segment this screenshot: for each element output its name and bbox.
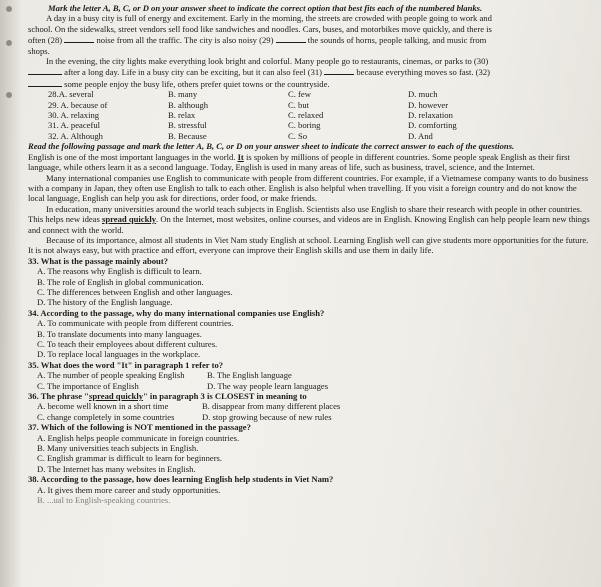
blank-28-label: often (28) [28, 35, 63, 46]
answer-option[interactable]: A. The number of people speaking English [37, 370, 185, 381]
option-row-31[interactable] [48, 120, 594, 130]
option-row-28[interactable] [48, 89, 594, 99]
text: 36. The phrase " [28, 391, 89, 402]
option-d[interactable]: D. relaxation [408, 110, 453, 121]
answer-option[interactable]: C. English grammar is difficult to learn for beginners. [37, 453, 223, 464]
option-d[interactable]: D. however [408, 99, 449, 110]
answer-option[interactable]: B. ...ual to English-speaking countries. [37, 495, 171, 506]
text: " in paragraph 3 is CLOSEST in meaning to [143, 391, 307, 402]
cloze-line: A day in a busy city is full of energy and excitement. Early in the morning, the streets are crowded with people going to work and [46, 13, 492, 24]
answer-option[interactable]: C. The differences between English and other languages. [37, 286, 233, 297]
cloze-line [28, 66, 594, 77]
reading-paragraph-1 [28, 152, 594, 173]
cloze-text: because everything moves so fast. (32) [356, 67, 490, 78]
answer-option[interactable]: A. To communicate with people from different countries. [37, 318, 234, 329]
cloze-line [28, 78, 594, 89]
blank-31 [324, 66, 354, 75]
answer-option[interactable]: D. The way people learn languages [207, 380, 329, 391]
text: is spoken by millions of people in different countries. Some people speak English as their first language, while others learn it as a second language. Today, English is used in many areas of life, such as business, travel, science, and the Internet. [28, 151, 570, 173]
reading-paragraph-3 [28, 204, 594, 235]
question-37: 37. Which of the following is NOT mentioned in the passage? [28, 422, 251, 433]
reading-paragraph-4: Because of its importance, almost all students in Viet Nam study English at school. Learning English well can give students more opportunities for the future. It is not always easy, but with practice and effort, everyone can improve their English skills and use them in daily life. [28, 234, 589, 256]
answer-row [28, 381, 594, 391]
cloze-text: noise from all the traffic. The city is also noisy (29) [96, 35, 274, 46]
option-row-29[interactable] [48, 100, 594, 110]
answer-option[interactable]: C. The importance of English [37, 380, 139, 391]
option-row-32[interactable] [48, 131, 594, 141]
option-b[interactable]: B. stressful [168, 120, 207, 131]
option-a[interactable]: 30. A. relaxing [48, 110, 100, 121]
cloze-text: after a long day. Life in a busy city can be exciting, but it can also feel (31) [64, 67, 323, 78]
option-a[interactable]: 32. A. Although [48, 130, 103, 141]
option-c[interactable]: C. relaxed [288, 110, 324, 121]
option-d[interactable]: D. comforting [408, 120, 457, 131]
option-c[interactable]: C. boring [288, 120, 321, 131]
blank-29 [276, 34, 306, 43]
page-edge-shadow [0, 0, 22, 587]
word-it: It [237, 151, 244, 162]
binder-hole [6, 92, 12, 98]
option-b[interactable]: B. Because [168, 130, 207, 141]
question-34: 34. According to the passage, why do many international companies use English? [28, 307, 325, 318]
question-35 [28, 360, 594, 370]
cloze-line: shops. [28, 45, 50, 56]
answer-option[interactable]: B. The role of English in global communication. [37, 276, 204, 287]
option-a[interactable]: 28.A. several [48, 89, 94, 100]
answer-option[interactable]: D. The history of the English language. [37, 297, 173, 308]
cloze-options [28, 89, 594, 141]
option-c[interactable]: C. So [288, 130, 308, 141]
blank-30 [28, 66, 62, 75]
cloze-line: In the evening, the city lights make everything look bright and colorful. Many people go to restaurants, cinemas, or parks to (30) [46, 56, 489, 67]
answer-option[interactable]: C. change completely in some countries [37, 411, 175, 422]
answer-option[interactable]: D. stop growing because of new rules [202, 411, 332, 422]
question-33: 33. What is the passage mainly about? [28, 255, 168, 266]
option-row-30[interactable] [48, 110, 594, 120]
text: . On the Internet, most websites, online courses, and videos are in English. Knowing English can help people learn new things and connect with the world. [28, 214, 590, 235]
answer-option[interactable]: A. become well known in a short time [37, 401, 169, 412]
answer-option[interactable]: A. English helps people communicate in foreign countries. [37, 432, 240, 443]
answer-option[interactable]: A. The reasons why English is difficult to learn. [37, 266, 202, 277]
answer-option[interactable]: B. To translate documents into many languages. [37, 328, 202, 339]
reading-paragraph-2: Many international companies use English to communicate with people from different countries. For example, if a Vietnamese company wants to do business with a company in Japan, they often use English to talk to each other. English is also helpful when travelling. If you visit a foreign country and do not know the local language, English can help you ask for directions, order food, or make friends. [28, 172, 589, 204]
phrase-spread-quickly: spread quickly [88, 391, 144, 402]
text: " in paragraph 1 refer to? [127, 359, 224, 370]
answer-option[interactable]: B. The English language [207, 370, 292, 381]
blank-28 [64, 34, 94, 43]
answer-option[interactable]: A. It gives them more career and study opportunities. [37, 484, 221, 495]
text: 35. What does the word " [28, 359, 122, 370]
answer-option[interactable]: D. The Internet has many websites in English. [37, 463, 196, 474]
option-c[interactable]: C. but [288, 99, 310, 110]
option-b[interactable]: B. although [168, 99, 209, 110]
answer-row [28, 401, 594, 411]
answer-option[interactable]: B. disappear from many different places [202, 401, 341, 412]
option-a[interactable]: 29. A. because of [48, 99, 108, 110]
cloze-text: the sounds of horns, people talking, and music from [307, 35, 487, 46]
answer-option[interactable]: B. Many universities teach subjects in English. [37, 443, 199, 454]
cloze-text: some people enjoy the busy life, others prefer quiet towns or the countryside. [64, 78, 330, 89]
option-a[interactable]: 31. A. peaceful [48, 120, 101, 131]
instruction-cloze: Mark the letter A, B, C, or D on your answer sheet to indicate the correct option that best fits each of the numbered blanks. [48, 3, 483, 13]
answer-option[interactable]: D. To replace local languages in the workplace. [37, 349, 201, 360]
worksheet-text [28, 3, 594, 506]
answer-option[interactable]: C. To teach their employees about different cultures. [37, 339, 218, 349]
answer-row [28, 370, 594, 380]
option-d[interactable]: D. And [408, 130, 433, 141]
cloze-line [28, 34, 594, 45]
option-b[interactable]: B. many [168, 89, 198, 100]
question-38: 38. According to the passage, how does learning English help students in Viet Nam? [28, 474, 334, 485]
binder-hole [6, 6, 12, 12]
cloze-line: school. On the sidewalks, street vendors sell food like sandwiches and noodles. Cars, buses, and motorbikes move quickly, and there is [28, 23, 492, 34]
text: In education, many universities around the world teach subjects in English. Scientists also use English to share their research with people in other countries. This helps new ideas [28, 203, 583, 225]
binder-hole [6, 40, 12, 46]
instruction-reading: Read the following passage and mark the letter A, B, C, or D on your answer sheet to indicate the correct answer to each of the questions. [28, 141, 515, 152]
option-d[interactable]: D. much [408, 89, 438, 100]
phrase-spread-quickly: spread quickly [102, 214, 157, 225]
text: English is one of the most important languages in the world. [28, 151, 236, 162]
word-it: It [121, 359, 128, 370]
blank-32 [28, 78, 62, 87]
answer-row [28, 412, 594, 422]
option-b[interactable]: B. relax [168, 110, 196, 121]
option-c[interactable]: C. few [288, 89, 311, 100]
question-36 [28, 391, 594, 401]
